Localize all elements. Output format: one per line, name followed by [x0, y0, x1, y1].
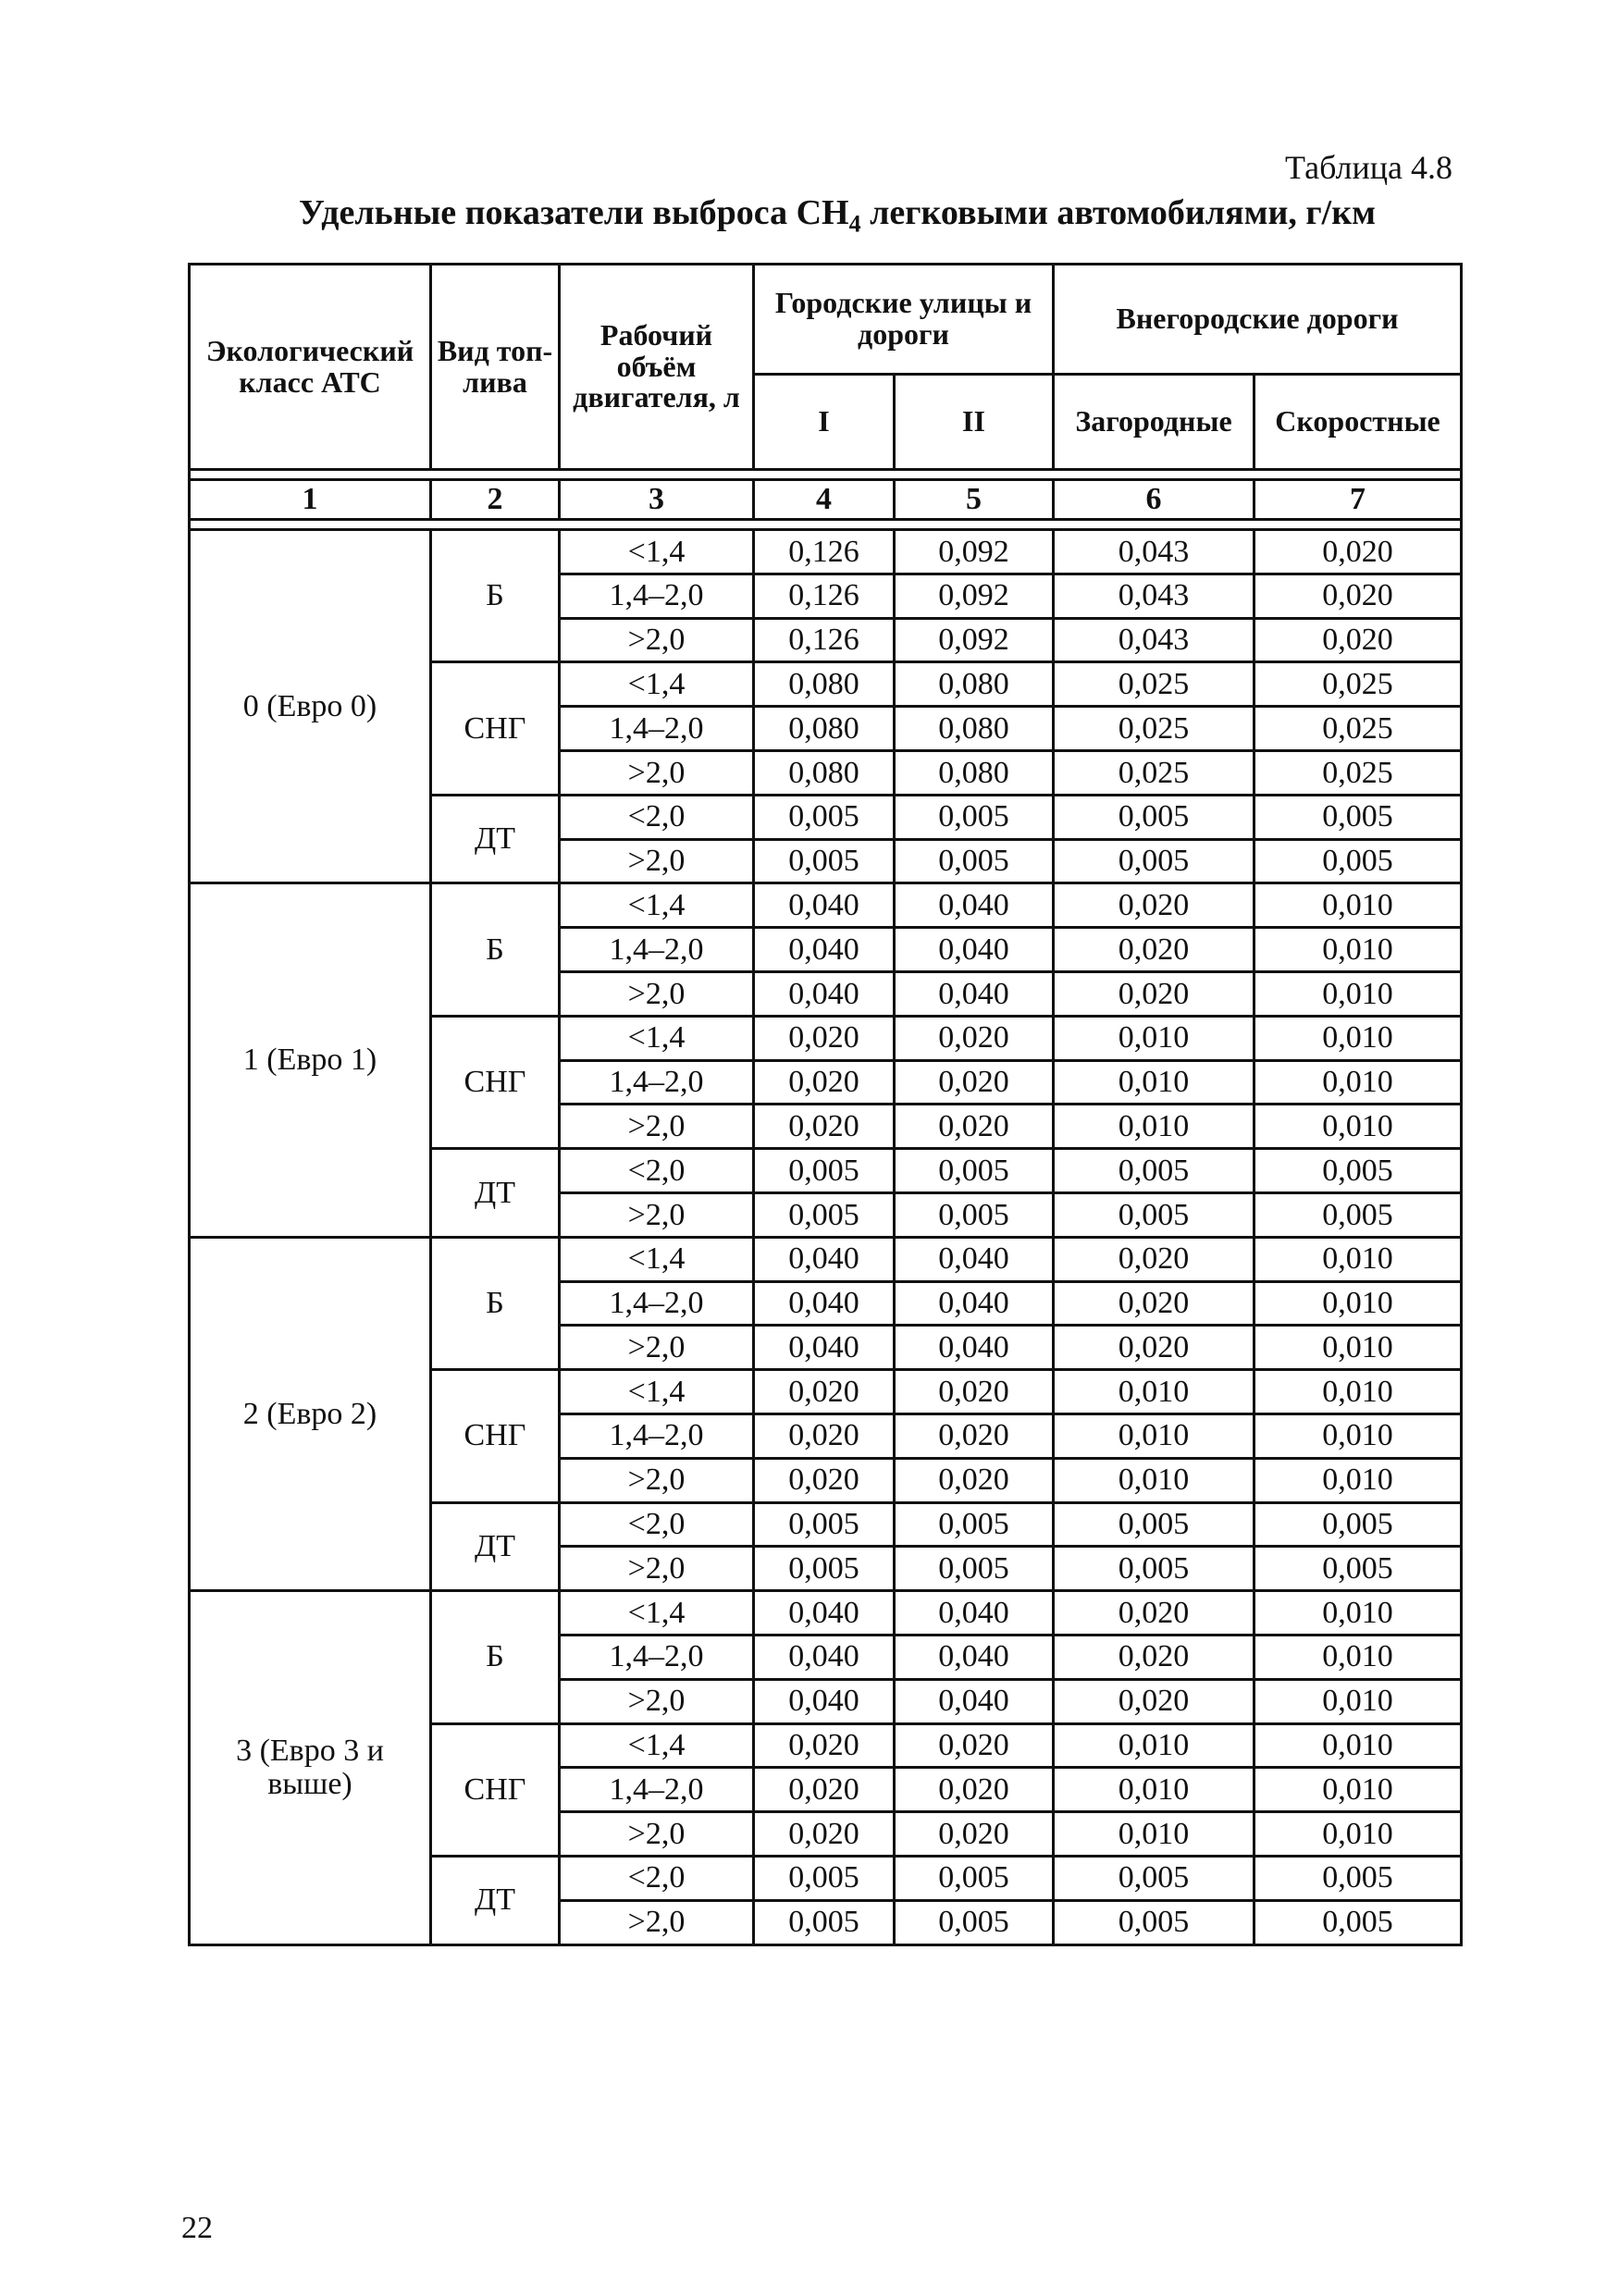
suburban-cell: 0,010 [1054, 1016, 1254, 1060]
city-i-cell: 0,020 [754, 1812, 895, 1857]
page-number: 22 [181, 2211, 213, 2245]
city-i-cell: 0,040 [754, 1635, 895, 1679]
suburban-cell: 0,010 [1054, 1105, 1254, 1149]
city-i-cell: 0,020 [754, 1105, 895, 1149]
engine-volume-cell: >2,0 [560, 971, 754, 1016]
engine-volume-cell: >2,0 [560, 618, 754, 662]
col-number: 7 [1254, 480, 1462, 520]
col-number: 5 [895, 480, 1054, 520]
col-number: 1 [190, 480, 431, 520]
city-ii-cell: 0,005 [895, 1502, 1054, 1547]
suburban-cell: 0,005 [1054, 1502, 1254, 1547]
city-i-cell: 0,126 [754, 618, 895, 662]
suburban-cell: 0,020 [1054, 1281, 1254, 1326]
suburban-cell: 0,005 [1054, 1547, 1254, 1591]
city-ii-cell: 0,020 [895, 1723, 1054, 1768]
suburban-cell: 0,010 [1054, 1723, 1254, 1768]
suburban-cell: 0,043 [1054, 574, 1254, 618]
table-title [0, 192, 1619, 239]
highway-cell: 0,025 [1254, 707, 1462, 751]
suburban-cell: 0,020 [1054, 1237, 1254, 1281]
engine-volume-cell: >2,0 [560, 1458, 754, 1502]
engine-volume-cell: <1,4 [560, 1237, 754, 1281]
engine-volume-cell: 1,4–2,0 [560, 1635, 754, 1679]
city-i-cell: 0,005 [754, 1502, 895, 1547]
city-i-cell: 0,020 [754, 1458, 895, 1502]
suburban-cell: 0,005 [1054, 795, 1254, 839]
highway-cell: 0,010 [1254, 1679, 1462, 1723]
highway-cell: 0,010 [1254, 1723, 1462, 1768]
city-i-cell: 0,080 [754, 707, 895, 751]
highway-cell: 0,010 [1254, 1635, 1462, 1679]
fuel-type-cell: ДТ [431, 1856, 560, 1944]
highway-cell: 0,005 [1254, 795, 1462, 839]
city-ii-cell: 0,005 [895, 1900, 1054, 1944]
table-label: Таблица 4.8 [1285, 149, 1452, 186]
col-number: 4 [754, 480, 895, 520]
city-ii-cell: 0,080 [895, 750, 1054, 795]
city-i-cell: 0,020 [754, 1370, 895, 1414]
city-i-cell: 0,040 [754, 1326, 895, 1370]
highway-cell: 0,010 [1254, 971, 1462, 1016]
city-i-cell: 0,020 [754, 1016, 895, 1060]
city-ii-cell: 0,020 [895, 1060, 1054, 1105]
city-ii-cell: 0,040 [895, 1237, 1054, 1281]
fuel-type-cell: ДТ [431, 1502, 560, 1591]
city-ii-cell: 0,020 [895, 1812, 1054, 1857]
highway-cell: 0,005 [1254, 1192, 1462, 1237]
city-i-cell: 0,080 [754, 750, 895, 795]
city-i-cell: 0,126 [754, 530, 895, 574]
city-i-cell: 0,040 [754, 883, 895, 928]
engine-volume-cell: <2,0 [560, 1502, 754, 1547]
engine-volume-cell: 1,4–2,0 [560, 1060, 754, 1105]
city-i-cell: 0,040 [754, 971, 895, 1016]
highway-cell: 0,020 [1254, 618, 1462, 662]
engine-volume-cell: 1,4–2,0 [560, 1281, 754, 1326]
city-ii-cell: 0,040 [895, 1591, 1054, 1636]
city-i-cell: 0,040 [754, 1591, 895, 1636]
table-body [190, 530, 1462, 1945]
highway-cell: 0,010 [1254, 1060, 1462, 1105]
city-i-cell: 0,040 [754, 1237, 895, 1281]
highway-cell: 0,010 [1254, 928, 1462, 972]
city-i-cell: 0,040 [754, 1281, 895, 1326]
suburban-cell: 0,020 [1054, 1591, 1254, 1636]
city-i-cell: 0,020 [754, 1413, 895, 1458]
city-ii-cell: 0,005 [895, 839, 1054, 883]
suburban-cell: 0,010 [1054, 1413, 1254, 1458]
highway-cell: 0,010 [1254, 1768, 1462, 1812]
col-number: 2 [431, 480, 560, 520]
emissions-table [188, 263, 1463, 1946]
fuel-type-cell: Б [431, 1591, 560, 1723]
suburban-cell: 0,010 [1054, 1768, 1254, 1812]
city-ii-cell: 0,020 [895, 1458, 1054, 1502]
column-numbers-row [190, 480, 1462, 520]
engine-volume-cell: <1,4 [560, 662, 754, 707]
city-ii-cell: 0,040 [895, 1679, 1054, 1723]
suburban-cell: 0,005 [1054, 1856, 1254, 1900]
city-ii-cell: 0,005 [895, 1192, 1054, 1237]
fuel-type-cell: СНГ [431, 1370, 560, 1502]
highway-cell: 0,020 [1254, 530, 1462, 574]
engine-volume-cell: <1,4 [560, 1016, 754, 1060]
city-ii-cell: 0,040 [895, 1326, 1054, 1370]
city-i-cell: 0,020 [754, 1768, 895, 1812]
suburban-cell: 0,020 [1054, 1679, 1254, 1723]
highway-cell: 0,010 [1254, 1326, 1462, 1370]
highway-cell: 0,005 [1254, 1856, 1462, 1900]
city-i-cell: 0,040 [754, 928, 895, 972]
engine-volume-cell: <1,4 [560, 1591, 754, 1636]
city-i-cell: 0,005 [754, 1900, 895, 1944]
suburban-cell: 0,025 [1054, 662, 1254, 707]
engine-volume-cell: <1,4 [560, 883, 754, 928]
city-ii-cell: 0,040 [895, 1281, 1054, 1326]
city-ii-cell: 0,020 [895, 1016, 1054, 1060]
city-i-cell: 0,040 [754, 1679, 895, 1723]
highway-cell: 0,025 [1254, 662, 1462, 707]
city-ii-cell: 0,092 [895, 530, 1054, 574]
engine-volume-cell: 1,4–2,0 [560, 1413, 754, 1458]
city-i-cell: 0,020 [754, 1723, 895, 1768]
highway-cell: 0,010 [1254, 1105, 1462, 1149]
city-ii-cell: 0,005 [895, 795, 1054, 839]
engine-volume-cell: >2,0 [560, 1679, 754, 1723]
header-city-i: I [754, 375, 895, 470]
city-ii-cell: 0,040 [895, 928, 1054, 972]
highway-cell: 0,010 [1254, 1370, 1462, 1414]
city-ii-cell: 0,092 [895, 618, 1054, 662]
city-ii-cell: 0,092 [895, 574, 1054, 618]
suburban-cell: 0,020 [1054, 928, 1254, 972]
highway-cell: 0,005 [1254, 1547, 1462, 1591]
suburban-cell: 0,020 [1054, 1326, 1254, 1370]
header-engine-volume: Рабочий объём двигателя, л [560, 265, 754, 470]
city-i-cell: 0,005 [754, 1547, 895, 1591]
highway-cell: 0,010 [1254, 1237, 1462, 1281]
city-ii-cell: 0,040 [895, 1635, 1054, 1679]
highway-cell: 0,010 [1254, 1458, 1462, 1502]
city-ii-cell: 0,040 [895, 883, 1054, 928]
city-i-cell: 0,005 [754, 1856, 895, 1900]
suburban-cell: 0,005 [1054, 1149, 1254, 1193]
city-ii-cell: 0,020 [895, 1105, 1054, 1149]
highway-cell: 0,025 [1254, 750, 1462, 795]
city-ii-cell: 0,005 [895, 1547, 1054, 1591]
suburban-cell: 0,020 [1054, 883, 1254, 928]
engine-volume-cell: >2,0 [560, 839, 754, 883]
header-highway: Скоростные [1254, 375, 1462, 470]
fuel-type-cell: СНГ [431, 1016, 560, 1148]
header-city-streets: Городские улицы и дороги [754, 265, 1054, 375]
engine-volume-cell: <1,4 [560, 1723, 754, 1768]
suburban-cell: 0,043 [1054, 530, 1254, 574]
table-row [190, 1237, 1462, 1281]
city-ii-cell: 0,020 [895, 1370, 1054, 1414]
fuel-type-cell: СНГ [431, 662, 560, 795]
highway-cell: 0,005 [1254, 1502, 1462, 1547]
eco-class-cell: 3 (Евро 3 и выше) [190, 1591, 431, 1944]
highway-cell: 0,005 [1254, 839, 1462, 883]
fuel-type-cell: ДТ [431, 795, 560, 883]
engine-volume-cell: 1,4–2,0 [560, 928, 754, 972]
table-row [190, 883, 1462, 928]
suburban-cell: 0,005 [1054, 839, 1254, 883]
table-row [190, 530, 1462, 574]
header-suburban: Загородные [1054, 375, 1254, 470]
suburban-cell: 0,020 [1054, 971, 1254, 1016]
suburban-cell: 0,010 [1054, 1370, 1254, 1414]
header-fuel-type: Вид топ-лива [431, 265, 560, 470]
engine-volume-cell: <2,0 [560, 1149, 754, 1193]
suburban-cell: 0,010 [1054, 1060, 1254, 1105]
header-city-ii: II [895, 375, 1054, 470]
highway-cell: 0,010 [1254, 1281, 1462, 1326]
eco-class-cell: 0 (Евро 0) [190, 530, 431, 883]
city-ii-cell: 0,040 [895, 971, 1054, 1016]
engine-volume-cell: >2,0 [560, 1192, 754, 1237]
eco-class-cell: 1 (Евро 1) [190, 883, 431, 1237]
city-i-cell: 0,005 [754, 795, 895, 839]
fuel-type-cell: Б [431, 1237, 560, 1369]
city-ii-cell: 0,080 [895, 662, 1054, 707]
highway-cell: 0,010 [1254, 1812, 1462, 1857]
city-i-cell: 0,126 [754, 574, 895, 618]
suburban-cell: 0,010 [1054, 1458, 1254, 1502]
city-i-cell: 0,080 [754, 662, 895, 707]
fuel-type-cell: Б [431, 530, 560, 662]
engine-volume-cell: >2,0 [560, 1547, 754, 1591]
fuel-type-cell: ДТ [431, 1149, 560, 1238]
suburban-cell: 0,025 [1054, 707, 1254, 751]
city-ii-cell: 0,080 [895, 707, 1054, 751]
title-rest: легковыми автомобилями, г/км [860, 193, 1376, 232]
suburban-cell: 0,043 [1054, 618, 1254, 662]
engine-volume-cell: 1,4–2,0 [560, 574, 754, 618]
highway-cell: 0,010 [1254, 1591, 1462, 1636]
highway-cell: 0,010 [1254, 1413, 1462, 1458]
suburban-cell: 0,010 [1054, 1812, 1254, 1857]
city-ii-cell: 0,020 [895, 1768, 1054, 1812]
engine-volume-cell: 1,4–2,0 [560, 1768, 754, 1812]
header-intercity: Внегородские дороги [1054, 265, 1462, 375]
city-i-cell: 0,020 [754, 1060, 895, 1105]
highway-cell: 0,010 [1254, 1016, 1462, 1060]
col-number: 6 [1054, 480, 1254, 520]
engine-volume-cell: >2,0 [560, 1900, 754, 1944]
highway-cell: 0,005 [1254, 1149, 1462, 1193]
highway-cell: 0,010 [1254, 883, 1462, 928]
engine-volume-cell: 1,4–2,0 [560, 707, 754, 751]
engine-volume-cell: <1,4 [560, 530, 754, 574]
city-i-cell: 0,005 [754, 1149, 895, 1193]
header-eco-class: Экологический класс АТС [190, 265, 431, 470]
engine-volume-cell: >2,0 [560, 1812, 754, 1857]
city-i-cell: 0,005 [754, 1192, 895, 1237]
col-number: 3 [560, 480, 754, 520]
title-subscript: 4 [848, 210, 861, 238]
engine-volume-cell: <2,0 [560, 795, 754, 839]
table-row [190, 1591, 1462, 1636]
fuel-type-cell: СНГ [431, 1723, 560, 1856]
highway-cell: 0,005 [1254, 1900, 1462, 1944]
engine-volume-cell: >2,0 [560, 1105, 754, 1149]
city-ii-cell: 0,020 [895, 1413, 1054, 1458]
suburban-cell: 0,025 [1054, 750, 1254, 795]
suburban-cell: 0,020 [1054, 1635, 1254, 1679]
suburban-cell: 0,005 [1054, 1192, 1254, 1237]
fuel-type-cell: Б [431, 883, 560, 1016]
highway-cell: 0,020 [1254, 574, 1462, 618]
suburban-cell: 0,005 [1054, 1900, 1254, 1944]
eco-class-cell: 2 (Евро 2) [190, 1237, 431, 1590]
title-main: Удельные показатели выброса СН [299, 193, 849, 232]
engine-volume-cell: <2,0 [560, 1856, 754, 1900]
engine-volume-cell: <1,4 [560, 1370, 754, 1414]
city-ii-cell: 0,005 [895, 1149, 1054, 1193]
engine-volume-cell: >2,0 [560, 750, 754, 795]
engine-volume-cell: >2,0 [560, 1326, 754, 1370]
city-ii-cell: 0,005 [895, 1856, 1054, 1900]
city-i-cell: 0,005 [754, 839, 895, 883]
